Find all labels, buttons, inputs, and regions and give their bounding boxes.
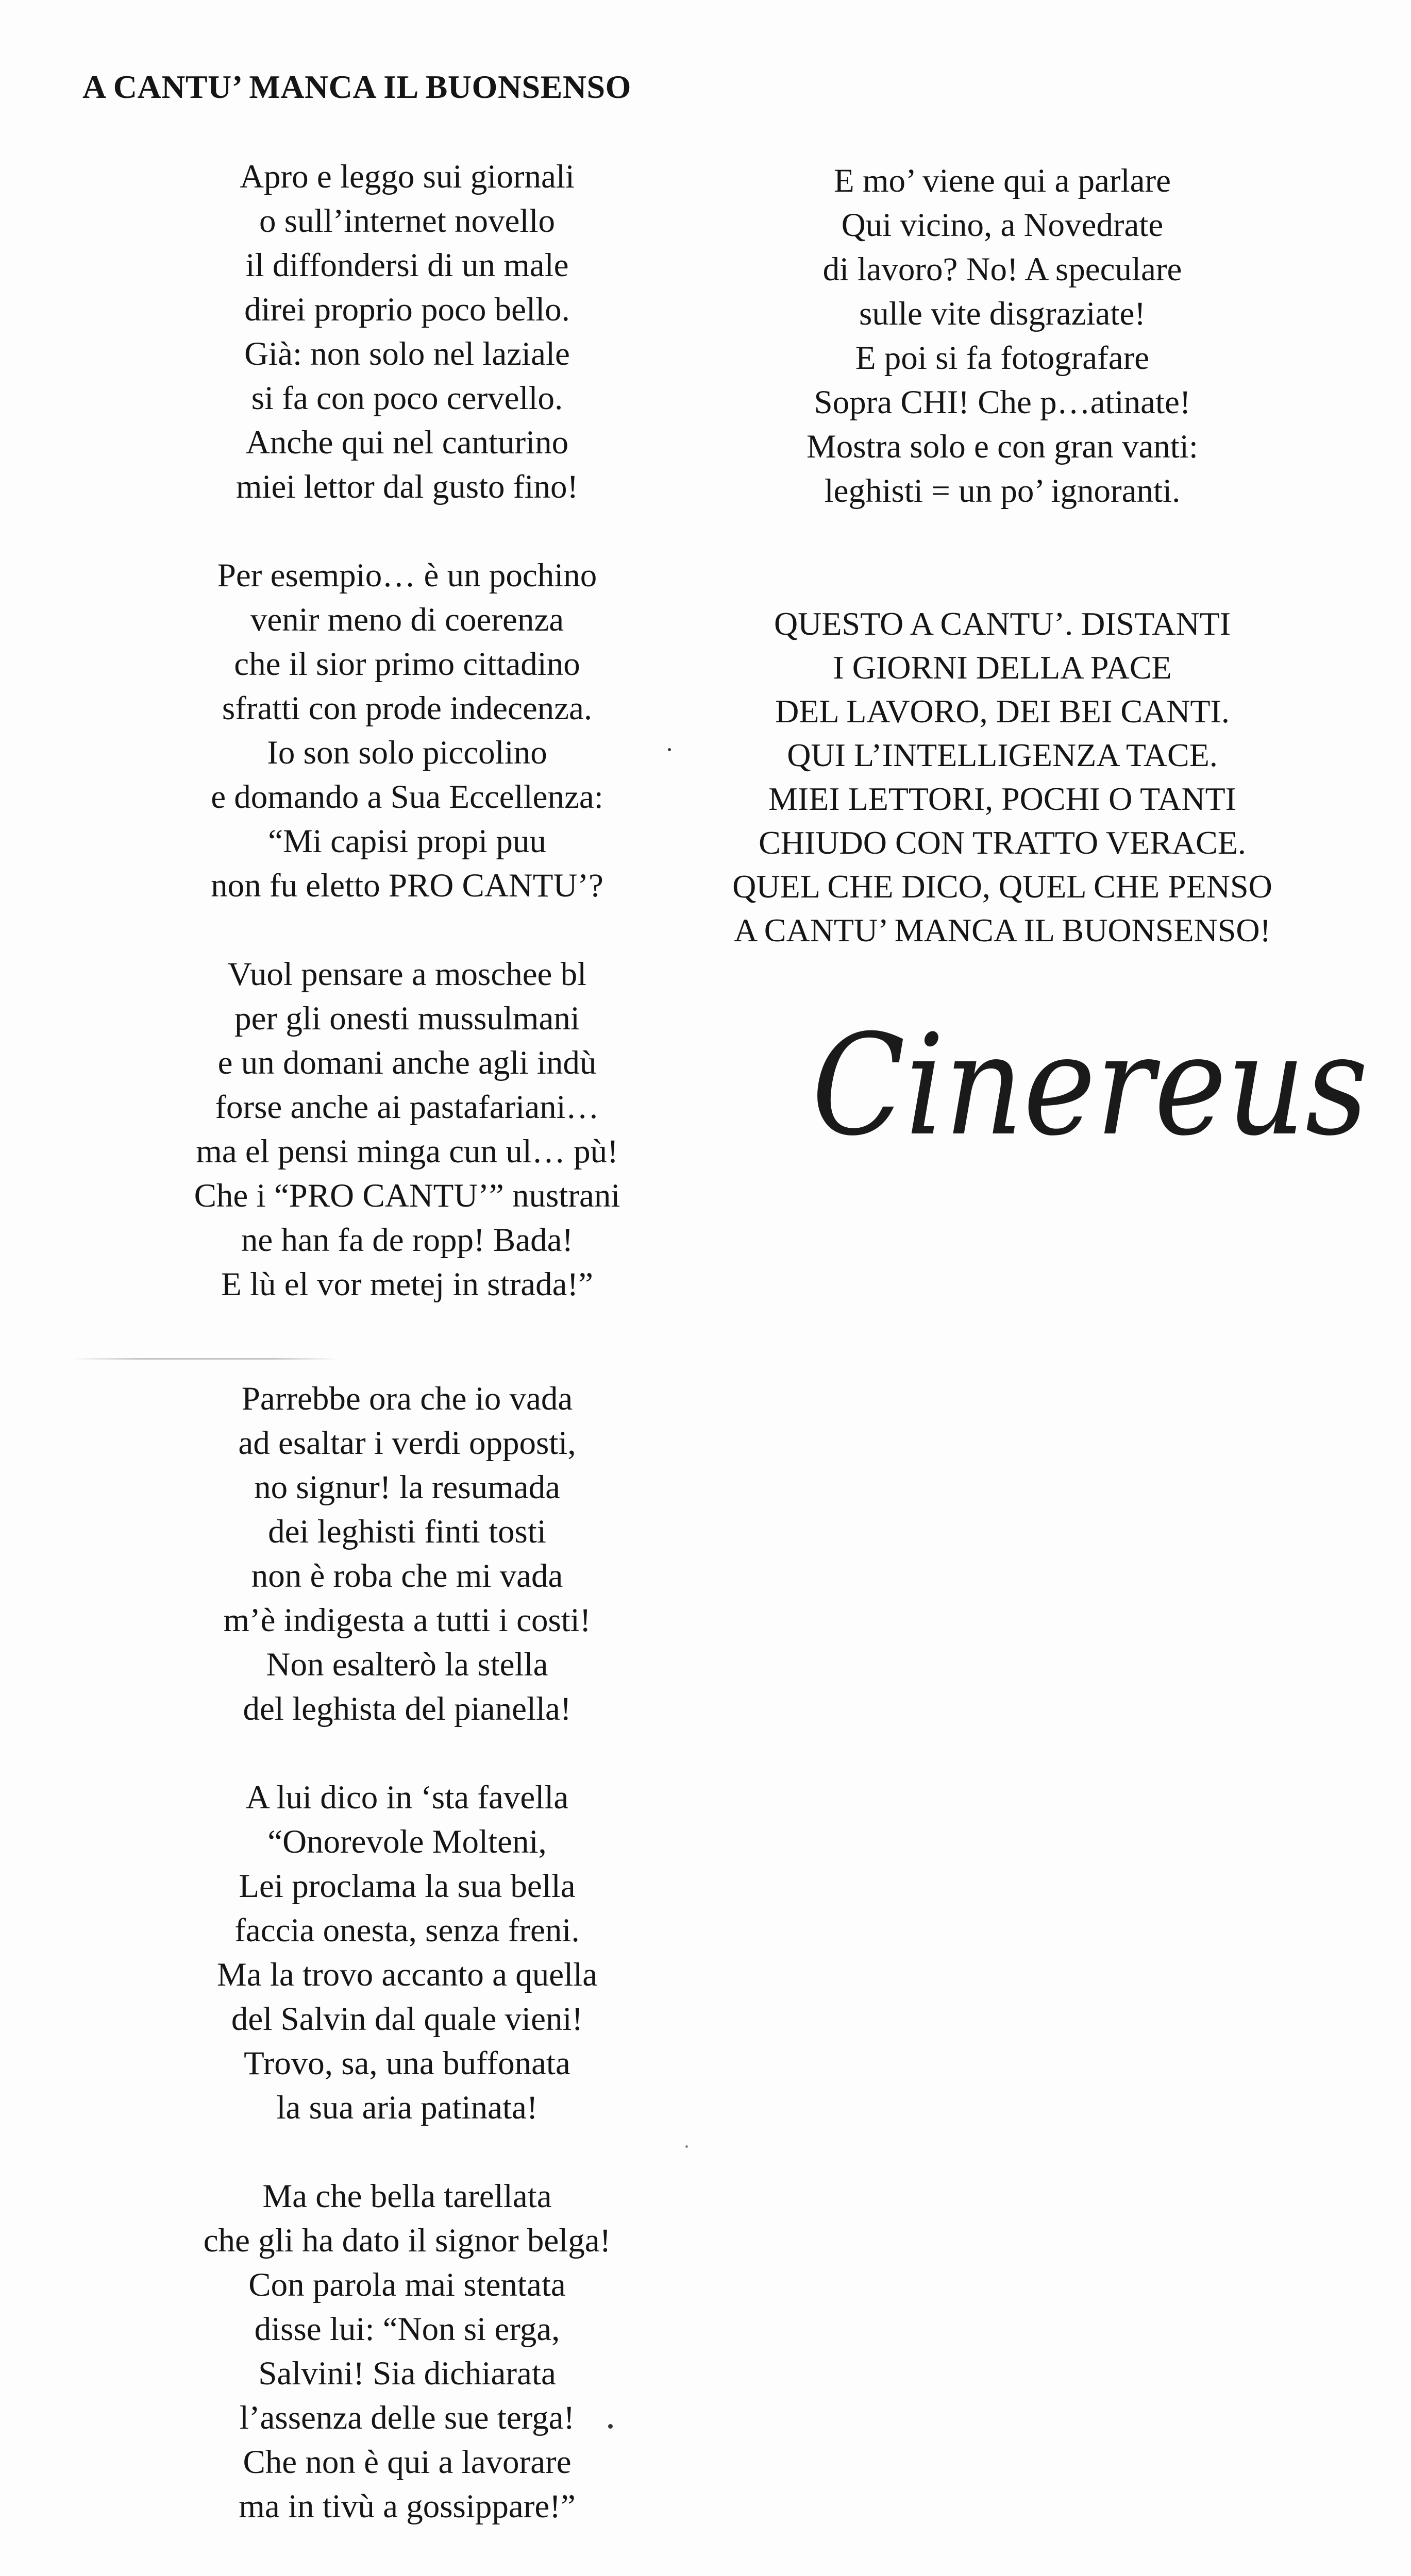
verse-line: che il sior primo cittadino bbox=[234, 646, 580, 683]
scan-divider bbox=[72, 1358, 340, 1360]
verse-line: Trovo, sa, una buffonata bbox=[244, 2045, 570, 2082]
verse-line: ad esaltar i verdi opposti, bbox=[238, 1425, 576, 1462]
verse-line: il diffondersi di un male bbox=[245, 247, 569, 284]
verse-line: A lui dico in ‘sta favella bbox=[245, 1779, 569, 1816]
verse-line: m’è indigesta a tutti i costi! bbox=[223, 1602, 591, 1639]
verse-line: venir meno di coerenza bbox=[250, 601, 564, 638]
verse-line: QUESTO A CANTU’. DISTANTI bbox=[774, 605, 1231, 642]
verse-line: ma el pensi minga cun ul… pù! bbox=[196, 1133, 618, 1170]
verse-line: Ma la trovo accanto a quella bbox=[216, 1956, 598, 1993]
verse-line: faccia onesta, senza freni. bbox=[234, 1912, 580, 1949]
verse-line: Apro e leggo sui giornali bbox=[240, 158, 575, 195]
scan-speck bbox=[608, 2424, 613, 2429]
verse-line: no signur! la resumada bbox=[254, 1469, 560, 1506]
verse-line: Salvini! Sia dichiarata bbox=[258, 2355, 556, 2392]
stanza bbox=[149, 1377, 665, 1731]
verse-line: E mo’ viene qui a parlare bbox=[834, 162, 1171, 199]
verse-line: Che i “PRO CANTU’” nustrani bbox=[194, 1177, 620, 1214]
verse-line: A CANTU’ MANCA IL BUONSENSO! bbox=[734, 912, 1271, 948]
verse-line: Vuol pensare a moschee bl bbox=[227, 956, 587, 993]
verse-line: Anche qui nel canturino bbox=[245, 424, 569, 461]
signature bbox=[794, 979, 1386, 1195]
verse-line: E poi si fa fotografare bbox=[855, 340, 1150, 377]
verse-line: direi proprio poco bello. bbox=[244, 291, 570, 328]
verse-line: Non esalterò la stella bbox=[266, 1646, 548, 1683]
verse-line: Ma che bella tarellata bbox=[262, 2178, 552, 2215]
verse-line: I GIORNI DELLA PACE bbox=[833, 649, 1172, 686]
verse-line: Per esempio… è un pochino bbox=[217, 557, 597, 594]
verse-line: dei leghisti finti tosti bbox=[268, 1513, 546, 1550]
verse-line: si fa con poco cervello. bbox=[251, 380, 563, 417]
verse-line: del leghista del pianella! bbox=[243, 1690, 572, 1727]
verse-line: ne han fa de ropp! Bada! bbox=[241, 1222, 574, 1259]
left-column bbox=[149, 155, 665, 2573]
closing-stanza bbox=[670, 602, 1335, 952]
verse-line: DEL LAVORO, DEI BEI CANTI. bbox=[775, 693, 1230, 730]
verse-line: o sull’internet novello bbox=[259, 202, 556, 240]
verse-line: sfratti con prode indecenza. bbox=[222, 690, 593, 727]
verse-line: MIEI LETTORI, POCHI O TANTI bbox=[768, 781, 1236, 817]
verse-line: QUI L’INTELLIGENZA TACE. bbox=[787, 737, 1218, 773]
stanza bbox=[149, 1775, 665, 2130]
verse-line: Sopra CHI! Che p…atinate! bbox=[814, 384, 1191, 421]
scan-speck bbox=[685, 2145, 688, 2148]
verse-line: QUEL CHE DICO, QUEL CHE PENSO bbox=[732, 868, 1272, 905]
verse-line: “Mi capisi propi puu bbox=[268, 823, 546, 860]
verse-line: e domando a Sua Eccellenza: bbox=[211, 778, 603, 816]
verse-line: disse lui: “Non si erga, bbox=[254, 2311, 560, 2348]
stanza bbox=[670, 159, 1335, 513]
verse-line: Già: non solo nel laziale bbox=[244, 335, 570, 372]
verse-line: Io son solo piccolino bbox=[267, 734, 547, 771]
verse-line: miei lettor dal gusto fino! bbox=[236, 468, 579, 505]
verse-line: Lei proclama la sua bella bbox=[239, 1868, 576, 1905]
verse-line: del Salvin dal quale vieni! bbox=[231, 2001, 583, 2038]
scan-speck bbox=[668, 748, 671, 751]
verse-line: sulle vite disgraziate! bbox=[859, 295, 1146, 332]
verse-line: per gli onesti mussulmani bbox=[234, 1000, 580, 1037]
verse-line: Parrebbe ora che io vada bbox=[241, 1380, 573, 1417]
verse-line: Mostra solo e con gran vanti: bbox=[807, 428, 1198, 465]
verse-line: CHIUDO CON TRATTO VERACE. bbox=[759, 824, 1246, 861]
verse-line: ma in tivù a gossippare!” bbox=[239, 2488, 576, 2525]
right-column bbox=[670, 159, 1335, 952]
verse-line: Qui vicino, a Novedrate bbox=[841, 207, 1164, 244]
verse-line: Che non è qui a lavorare bbox=[243, 2444, 572, 2481]
stanza bbox=[149, 553, 665, 908]
verse-line: di lavoro? No! A speculare bbox=[822, 251, 1182, 288]
stanza bbox=[149, 155, 665, 509]
verse-line: forse anche ai pastafariani… bbox=[215, 1089, 599, 1126]
verse-line: non fu eletto PRO CANTU’? bbox=[211, 867, 603, 904]
verse-line: E lù el vor metej in strada!” bbox=[221, 1266, 593, 1303]
stanza bbox=[149, 2174, 665, 2529]
verse-line: e un domani anche agli indù bbox=[217, 1044, 597, 1081]
verse-line: Con parola mai stentata bbox=[248, 2266, 566, 2303]
verse-line: che gli ha dato il signor belga! bbox=[203, 2222, 611, 2259]
stanza bbox=[149, 952, 665, 1307]
poem-title: A CANTU’ MANCA IL BUONSENSO bbox=[82, 69, 631, 105]
signature-text: Cinereus bbox=[812, 1004, 1368, 1166]
verse-line: l’assenza delle sue terga! bbox=[239, 2399, 575, 2436]
verse-line: non è roba che mi vada bbox=[251, 1557, 563, 1595]
verse-line: la sua aria patinata! bbox=[276, 2089, 538, 2126]
verse-line: leghisti = un po’ ignoranti. bbox=[824, 472, 1181, 510]
verse-line: “Onorevole Molteni, bbox=[267, 1823, 547, 1860]
